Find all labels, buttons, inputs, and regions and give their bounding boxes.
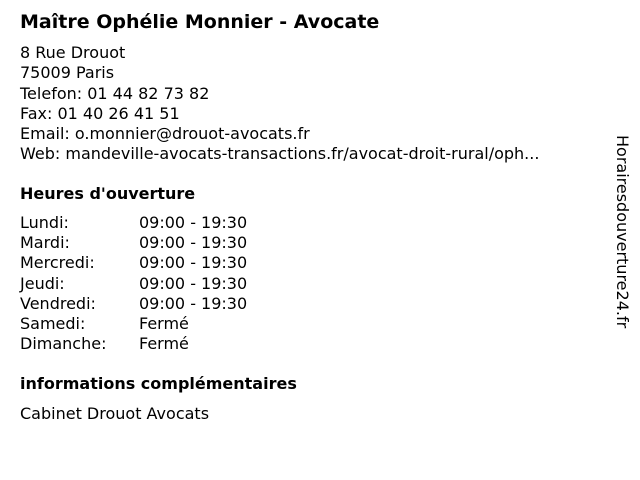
day-label: Dimanche: bbox=[20, 334, 107, 354]
hours-row-saturday bbox=[20, 314, 247, 334]
hours-row-sunday bbox=[20, 334, 247, 354]
day-label: Jeudi: bbox=[20, 273, 65, 293]
day-hours: Fermé bbox=[139, 314, 189, 334]
day-hours: 09:00 - 19:30 bbox=[139, 213, 248, 232]
opening-hours-table bbox=[20, 213, 247, 354]
hours-row-thursday bbox=[20, 274, 247, 294]
day-hours: 09:00 - 19:30 bbox=[139, 293, 248, 313]
fax-number: Fax: 01 40 26 41 51 bbox=[20, 103, 180, 123]
day-label: Mercredi: bbox=[20, 253, 95, 273]
hours-row-wednesday bbox=[20, 253, 247, 273]
day-hours: 09:00 - 19:30 bbox=[139, 233, 248, 253]
day-hours: 09:00 - 19:30 bbox=[139, 253, 248, 273]
day-label: Mardi: bbox=[20, 233, 70, 253]
hours-row-tuesday bbox=[20, 233, 247, 253]
address-city: 75009 Paris bbox=[20, 63, 115, 83]
day-label: Samedi: bbox=[20, 314, 86, 334]
day-label: Lundi: bbox=[20, 213, 69, 232]
day-hours: Fermé bbox=[139, 334, 189, 354]
page-title: Maître Ophélie Monnier - Avocate bbox=[20, 11, 380, 33]
address-street: 8 Rue Drouot bbox=[20, 43, 126, 62]
additional-info-heading: informations complémentaires bbox=[20, 374, 297, 393]
day-hours: 09:00 - 19:30 bbox=[139, 273, 248, 293]
hours-row-friday bbox=[20, 294, 247, 314]
website-link[interactable]: Web: mandeville-avocats-transactions.fr/avocat-droit-rural/oph... bbox=[20, 144, 540, 164]
contact-block bbox=[20, 43, 539, 165]
day-label: Vendredi: bbox=[20, 293, 96, 313]
brand-watermark: Horairesdouverture24.fr bbox=[613, 135, 632, 329]
hours-row-monday bbox=[20, 213, 247, 233]
phone-number[interactable]: Telefon: 01 44 82 73 82 bbox=[20, 83, 210, 103]
email-address[interactable]: Email: o.monnier@drouot-avocats.fr bbox=[20, 124, 310, 144]
opening-hours-heading: Heures d'ouverture bbox=[20, 184, 196, 203]
additional-info-text: Cabinet Drouot Avocats bbox=[20, 404, 210, 423]
